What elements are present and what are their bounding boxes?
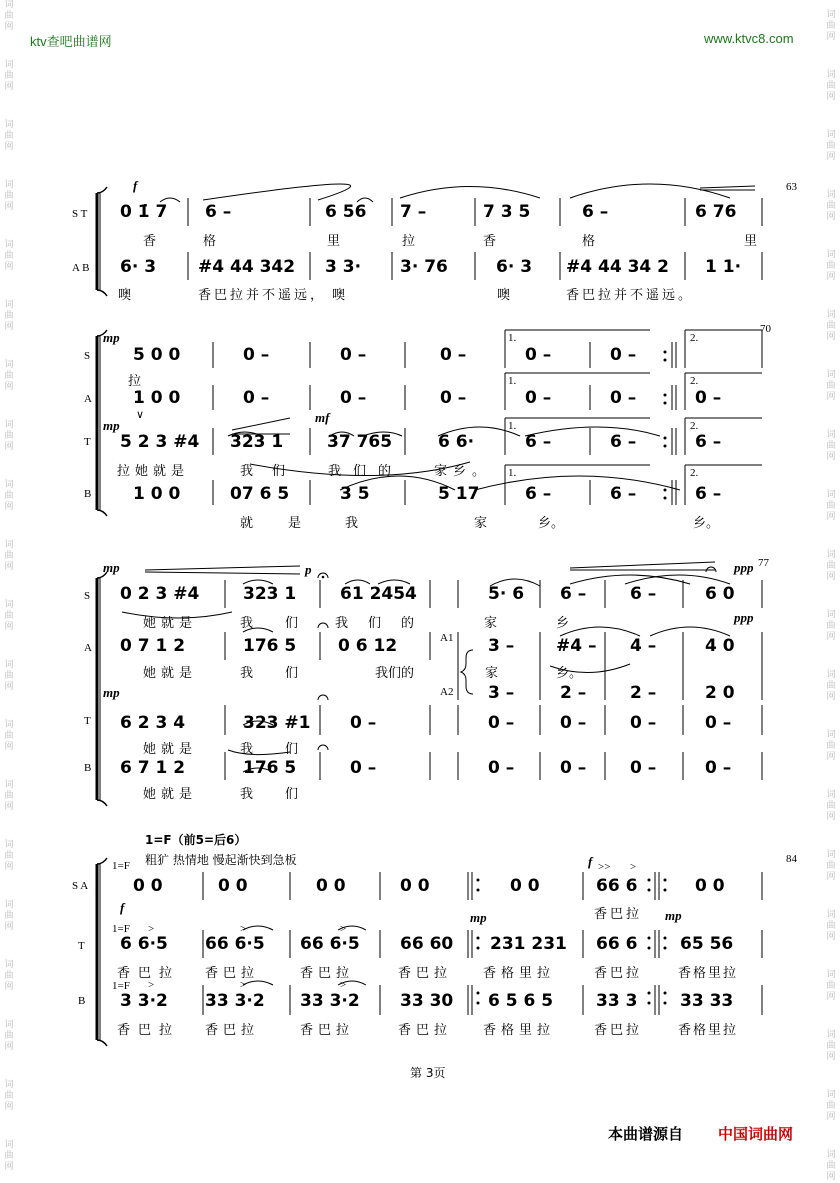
svg-text:84: 84 xyxy=(786,853,797,865)
notes-s2-a-m3: 0 – xyxy=(340,388,367,408)
lyric-s4-t-1: 香巴拉 xyxy=(117,966,181,981)
watermark-block: 词 曲 网 xyxy=(826,250,836,282)
notes-s2-s-m1: 5 0 0 xyxy=(133,345,181,365)
lyric-s2-b-2: 是 xyxy=(288,516,302,531)
svg-text:mp: mp xyxy=(103,685,120,700)
notes-s3-t-m2: 323 #1 xyxy=(243,713,311,733)
lyric-s2-b-4: 家 xyxy=(474,516,488,531)
svg-text:2.: 2. xyxy=(690,420,699,432)
notes-s1-ab-m4: 3· 76 xyxy=(400,257,448,277)
watermark-block: 词 曲 网 xyxy=(826,310,836,342)
notes-s4-sa-m7: 0 0 xyxy=(695,876,725,896)
lyric-s2-t-3: 们 xyxy=(272,464,286,479)
watermark-block: 词 曲 网 xyxy=(826,430,836,462)
notes-s3-b-m2: 176 5 xyxy=(243,758,297,778)
lyric-s1-ab-2: 香巴拉并不遥远， xyxy=(198,288,327,303)
notes-s3-a2-m2: 2 – xyxy=(560,683,587,703)
lyric-s3-t-1: 她就是 xyxy=(143,742,198,757)
lyric-s3-s-4: 我们的 xyxy=(335,616,435,631)
part-label-s3-t: T xyxy=(84,715,91,727)
watermark-block: 词 曲 网 xyxy=(826,850,836,882)
svg-text:mp: mp xyxy=(470,910,487,925)
lyric-s1-7: 里 xyxy=(744,234,758,249)
notes-s4-b-m5: 6 5 6 5 xyxy=(488,991,554,1011)
notes-s2-t-m1: 5 2 3 #4 xyxy=(120,432,200,452)
svg-text:63: 63 xyxy=(786,181,797,193)
notes-s1-ab-m2: #4 44 342 xyxy=(198,257,296,277)
watermark-block: 词 曲 网 xyxy=(4,720,14,752)
lyric-s4-b-4: 香巴拉 xyxy=(398,1023,453,1038)
part-label-s3-b: B xyxy=(84,762,92,774)
lyric-s4-t-6: 香巴拉 xyxy=(594,966,643,981)
svg-text:1.: 1. xyxy=(508,420,517,432)
notes-s2-a-m5: 0 – xyxy=(525,388,552,408)
svg-text:2.: 2. xyxy=(690,467,699,479)
lyric-s1-6: 格 xyxy=(582,234,596,249)
svg-text:1=F: 1=F xyxy=(112,980,130,992)
lyric-s2-b-1: 就 xyxy=(240,516,254,531)
notes-s2-t-m6: 6 – xyxy=(610,432,637,452)
notes-s3-a-m2: 176 5 xyxy=(243,636,297,656)
lyric-s3-a-2: 我 xyxy=(240,666,254,681)
lyric-s3-a-5: 家 xyxy=(485,666,499,681)
svg-text:>: > xyxy=(630,861,637,873)
lyric-s4-b-3: 香巴拉 xyxy=(300,1023,355,1038)
watermark-block: 词 曲 网 xyxy=(4,840,14,872)
watermark-block: 词 曲 网 xyxy=(826,70,836,102)
watermark-block: 词 曲 网 xyxy=(4,540,14,572)
notes-s4-sa-m1: 0 0 xyxy=(133,876,163,896)
lyric-s3-b-1: 她就是 xyxy=(143,787,198,802)
notes-s2-a-m1: 1 0 0 xyxy=(133,388,181,408)
notes-s4-t-m7: 65 56 xyxy=(680,934,734,954)
svg-text:f: f xyxy=(120,900,125,915)
svg-text:p: p xyxy=(305,562,312,577)
notes-s1-ab-m5: 6· 3 xyxy=(496,257,533,277)
notes-s1-ab-m1: 6· 3 xyxy=(120,257,157,277)
watermark-block: 词 曲 网 xyxy=(4,420,14,452)
source-site[interactable]: 中国词曲网 xyxy=(718,1125,794,1143)
notes-s3-s-m3: 61 2454 xyxy=(340,584,417,604)
lyric-s4-t-4: 香巴拉 xyxy=(398,966,453,981)
lyric-s1-4: 拉 xyxy=(402,234,416,249)
notes-s3-a-m7: 4 0 xyxy=(705,636,735,656)
lyric-s3-s-3: 们 xyxy=(285,616,299,631)
notes-s1-st-m1: 0 1̇ 7 xyxy=(120,202,168,222)
notes-s3-a-m1: 0 7 1 2 xyxy=(120,636,186,656)
notes-s3-b-m5: 0 – xyxy=(560,758,587,778)
lyric-s4-b-7: 香格里拉 xyxy=(678,1023,739,1038)
notes-s2-t-m5: 6 – xyxy=(525,432,552,452)
watermark-block: 词 曲 网 xyxy=(826,130,836,162)
notes-s1-st-m3: 6 56 xyxy=(325,202,367,222)
svg-text:1=F: 1=F xyxy=(112,860,130,872)
notes-s2-a-m2: 0 – xyxy=(243,388,270,408)
part-label-s3-s: S xyxy=(84,590,91,602)
notes-s1-ab-m6: #4 44 34 2 xyxy=(566,257,669,277)
notes-s4-t-m3: 66 6·5 xyxy=(300,934,360,954)
lyric-s4-b-2: 香巴拉 xyxy=(205,1023,260,1038)
notes-s3-s-m4: 5· 6 xyxy=(488,584,525,604)
notes-s1-st-m5: 7 3 5 xyxy=(483,202,531,222)
watermark-block: 词 曲 网 xyxy=(4,60,14,92)
lyric-s3-t-2: 我 xyxy=(240,742,254,757)
watermark-block: 词 曲 网 xyxy=(4,1080,14,1112)
lyric-s2-s-1: 拉 xyxy=(128,374,142,389)
watermark-block: 词 曲 网 xyxy=(826,1090,836,1122)
part-label-s4-t: T xyxy=(78,940,85,952)
svg-text:70: 70 xyxy=(760,323,771,335)
lyric-s3-b-3: 们 xyxy=(285,787,299,802)
notes-s3-b-m4: 0 – xyxy=(488,758,515,778)
notes-s2-t-m2: 323 1 xyxy=(230,432,284,452)
tempo-marking: 粗犷 热情地 慢起渐快到急板 xyxy=(145,853,297,867)
notes-s2-b-m7: 6 – xyxy=(695,484,722,504)
watermark-block: 词 曲 网 xyxy=(4,1140,14,1172)
notes-s4-sa-m5: 0 0 xyxy=(510,876,540,896)
watermark-block: 词 曲 网 xyxy=(826,550,836,582)
lyric-s2-b-5: 乡。 xyxy=(538,516,565,531)
notes-s1-ab-m3: 3 3· xyxy=(325,257,362,277)
svg-text:2.: 2. xyxy=(690,375,699,387)
lyric-s2-t-1: 拉她就是 xyxy=(117,464,190,479)
lyric-s3-a-1: 她就是 xyxy=(143,666,198,681)
notes-s2-b-m1: 1 0 0 xyxy=(133,484,181,504)
notes-s4-t-m1: 6 6·5 xyxy=(120,934,168,954)
watermark-block: 词 曲 网 xyxy=(4,300,14,332)
notes-s4-sa-m2: 0 0 xyxy=(218,876,248,896)
lyric-s2-t-5: 家乡。 xyxy=(434,464,492,479)
notes-s3-a-m6: 4 – xyxy=(630,636,657,656)
part-label-s4-b: B xyxy=(78,995,86,1007)
notes-s2-t-m7: 6 – xyxy=(695,432,722,452)
lyric-s1-ab-1: 噢 xyxy=(118,288,132,303)
watermark-block: 词 曲 网 xyxy=(826,1150,836,1182)
lyric-s4-b-1: 香巴拉 xyxy=(117,1023,181,1038)
lyric-s3-b-2: 我 xyxy=(240,787,254,802)
notes-s3-a2-m4: 2 0 xyxy=(705,683,735,703)
watermark-block: 词 曲 网 xyxy=(4,900,14,932)
watermark-block: 词 曲 网 xyxy=(4,360,14,392)
notes-s2-a-m4: 0 – xyxy=(440,388,467,408)
notes-s3-b-m7: 0 – xyxy=(705,758,732,778)
svg-text:ppp: ppp xyxy=(734,560,754,575)
lyric-s4-b-5: 香格里拉 xyxy=(483,1023,556,1038)
lyric-s2-t-4: 我们的 xyxy=(328,464,404,479)
lyric-s1-ab-3: 噢 xyxy=(332,288,346,303)
notes-s1-st-m4: 7 – xyxy=(400,202,427,222)
notes-s3-a2-m1: 3 – xyxy=(488,683,515,703)
notes-s2-b-m2: 07 6 5 xyxy=(230,484,290,504)
lyric-s3-t-3: 们 xyxy=(285,742,299,757)
watermark-block: 词 曲 网 xyxy=(826,910,836,942)
notes-s4-b-m2: 33 3·2 xyxy=(205,991,265,1011)
notes-s3-t-m6: 0 – xyxy=(630,713,657,733)
notes-s4-sa-m3: 0 0 xyxy=(316,876,346,896)
lyric-s3-s-1: 她就是 xyxy=(143,616,198,631)
watermark-block: 词 曲 网 xyxy=(826,10,836,42)
svg-text:mp: mp xyxy=(103,560,120,575)
lyric-s3-a-3: 们 xyxy=(285,666,299,681)
svg-text:f: f xyxy=(133,178,138,193)
lyric-s3-s-5: 家 xyxy=(484,616,498,631)
svg-text:1.: 1. xyxy=(508,467,517,479)
lyric-s1-2: 格 xyxy=(203,234,217,249)
notes-s3-t-m5: 0 – xyxy=(560,713,587,733)
watermark-block: 词 曲 网 xyxy=(826,970,836,1002)
notes-s2-s-m6: 0 – xyxy=(610,345,637,365)
watermark-block: 词 曲 网 xyxy=(4,0,14,32)
lyric-s2-b-6: 乡。 xyxy=(693,516,720,531)
watermark-block: 词 曲 网 xyxy=(826,790,836,822)
lyric-s4-t-7: 香格里拉 xyxy=(678,966,739,981)
notes-s4-t-m5: 231 231 xyxy=(490,934,567,954)
lyric-s1-1: 香 xyxy=(143,234,157,249)
watermark-block: 词 曲 网 xyxy=(826,490,836,522)
notes-s1-st-m7: 6 76 xyxy=(695,202,737,222)
notes-s3-a-m4: 3 – xyxy=(488,636,515,656)
watermark-block: 词 曲 网 xyxy=(4,120,14,152)
notes-s4-sa-m6: 66 6 xyxy=(596,876,638,896)
lyric-s3-s-2: 我 xyxy=(240,616,254,631)
watermark-block: 词 曲 网 xyxy=(826,730,836,762)
notes-s3-t-m3: 0 – xyxy=(350,713,377,733)
part-label-t: T xyxy=(84,436,91,448)
source-label: 本曲谱源自 xyxy=(608,1125,684,1143)
page-number: 第 3页 xyxy=(410,1066,446,1080)
notes-s3-t-m1: 6 2 3 4 xyxy=(120,713,186,733)
notes-s4-b-m1: 3 3·2 xyxy=(120,991,168,1011)
notes-s4-b-m6: 33 3 xyxy=(596,991,638,1011)
notes-s3-t-m7: 0 – xyxy=(705,713,732,733)
notes-s3-b-m3: 0 – xyxy=(350,758,377,778)
watermark-block: 词 曲 网 xyxy=(4,1020,14,1052)
notes-s2-t-m4: 6 6· xyxy=(438,432,475,452)
watermark-block: 词 曲 网 xyxy=(826,610,836,642)
lyric-s3-a-4: 我们的 xyxy=(375,666,415,681)
notes-s4-t-m6: 66 6 xyxy=(596,934,638,954)
part-label-s: S xyxy=(84,350,91,362)
svg-text:1.: 1. xyxy=(508,375,517,387)
svg-text:77: 77 xyxy=(758,557,769,569)
svg-text:2.: 2. xyxy=(690,332,699,344)
watermark-block: 词 曲 网 xyxy=(4,600,14,632)
lyric-s2-t-2: 我 xyxy=(240,464,254,479)
svg-text:mp: mp xyxy=(665,908,682,923)
notes-s2-s-m3: 0 – xyxy=(340,345,367,365)
part-label-st: S T xyxy=(72,208,88,220)
lyric-s1-3: 里 xyxy=(327,234,341,249)
svg-text:>: > xyxy=(148,979,155,991)
notes-s4-t-m4: 66 60 xyxy=(400,934,454,954)
part-label-b: B xyxy=(84,488,92,500)
watermark-block: 词 曲 网 xyxy=(826,670,836,702)
notes-s2-t-m3: 37 765 xyxy=(327,432,393,452)
watermark-block: 词 曲 网 xyxy=(4,960,14,992)
notes-s3-s-m5: 6 – xyxy=(560,584,587,604)
notes-s4-b-m4: 33 30 xyxy=(400,991,454,1011)
lyric-s1-5: 香 xyxy=(483,234,497,249)
notes-s2-s-m4: 0 – xyxy=(440,345,467,365)
notes-s3-s-m1: 0 2 3 #4 xyxy=(120,584,200,604)
notes-s1-st-m6: 6 – xyxy=(582,202,609,222)
svg-text:>: > xyxy=(240,923,247,935)
lyric-s1-ab-5: 香巴拉并不遥远。 xyxy=(566,288,695,303)
notes-s2-a-m7: 0 – xyxy=(695,388,722,408)
lyric-s4-t-3: 香巴拉 xyxy=(300,966,355,981)
lyric-s4-b-6: 香巴拉 xyxy=(594,1023,643,1038)
notes-s3-s-m7: 6 0 xyxy=(705,584,735,604)
lyric-s1-ab-4: 噢 xyxy=(497,288,511,303)
watermark-block: 词 曲 网 xyxy=(826,1030,836,1062)
key-signature: 1=F（前5=后6） xyxy=(145,833,247,847)
watermark-block: 词 曲 网 xyxy=(826,190,836,222)
svg-text:f: f xyxy=(588,854,593,869)
watermark-block: 词 曲 网 xyxy=(4,480,14,512)
svg-text:>: > xyxy=(340,979,347,991)
lyric-s3-a-6: 乡。 xyxy=(556,666,583,681)
notes-s3-b-m1: 6 7 1 2 xyxy=(120,758,186,778)
watermark-block: 词 曲 网 xyxy=(826,370,836,402)
system-2 xyxy=(97,323,772,516)
part-label-ab: A B xyxy=(72,262,90,274)
notes-s2-b-m5: 6 – xyxy=(525,484,552,504)
notes-s2-b-m3: 3 5 xyxy=(340,484,370,504)
svg-text:mf: mf xyxy=(315,410,330,425)
notes-s2-s-m5: 0 – xyxy=(525,345,552,365)
watermark-block: 词 曲 网 xyxy=(4,180,14,212)
notes-s2-b-m6: 6 – xyxy=(610,484,637,504)
watermark-block: 词 曲 网 xyxy=(4,780,14,812)
notes-s3-t-m4: 0 – xyxy=(488,713,515,733)
lyric-s2-b-3: 我 xyxy=(345,516,359,531)
site-name-header: ktv查吧曲谱网 xyxy=(30,34,112,49)
part-label-a: A xyxy=(84,393,92,405)
svg-text:>>: >> xyxy=(598,861,611,873)
notes-s2-b-m4: 5 17 xyxy=(438,484,480,504)
notes-s1-st-m2: 6 – xyxy=(205,202,232,222)
svg-text:∨: ∨ xyxy=(136,409,145,421)
notes-s4-b-m3: 33 3·2 xyxy=(300,991,360,1011)
site-url-header: www.ktvc8.com xyxy=(704,31,794,46)
lyric-s4-sa-1: 香巴拉 xyxy=(594,907,643,922)
notes-s1-ab-m7: 1 1· xyxy=(705,257,742,277)
svg-text:1.: 1. xyxy=(508,332,517,344)
lyric-s4-t-2: 香巴拉 xyxy=(205,966,260,981)
svg-text:A2: A2 xyxy=(440,686,454,698)
notes-s3-s-m6: 6 – xyxy=(630,584,657,604)
svg-text:>: > xyxy=(340,923,347,935)
notes-s3-a-m3: 0 6 12 xyxy=(338,636,398,656)
svg-text:>: > xyxy=(240,979,247,991)
notes-s3-a2-m3: 2 – xyxy=(630,683,657,703)
notes-s4-t-m2: 66 6·5 xyxy=(205,934,265,954)
svg-text:A1: A1 xyxy=(440,632,454,644)
part-label-s4-sa: S A xyxy=(72,880,89,892)
notes-s2-s-m2: 0 – xyxy=(243,345,270,365)
notes-s3-a-m5: #4 – xyxy=(556,636,597,656)
svg-text:ppp: ppp xyxy=(734,610,754,625)
notes-s4-sa-m4: 0 0 xyxy=(400,876,430,896)
notes-s2-a-m6: 0 – xyxy=(610,388,637,408)
lyric-s4-t-5: 香格里拉 xyxy=(483,966,556,981)
watermark-block: 词 曲 网 xyxy=(4,240,14,272)
svg-text:1=F: 1=F xyxy=(112,923,130,935)
svg-text:mp: mp xyxy=(103,418,120,433)
notes-s3-s-m2: 323 1 xyxy=(243,584,297,604)
notes-s4-b-m7: 33 33 xyxy=(680,991,734,1011)
part-label-s3-a: A xyxy=(84,642,92,654)
svg-text:mp: mp xyxy=(103,330,120,345)
lyric-s3-s-6: 乡 xyxy=(556,616,570,631)
svg-text:>: > xyxy=(148,923,155,935)
notes-s3-b-m6: 0 – xyxy=(630,758,657,778)
watermark-block: 词 曲 网 xyxy=(4,660,14,692)
